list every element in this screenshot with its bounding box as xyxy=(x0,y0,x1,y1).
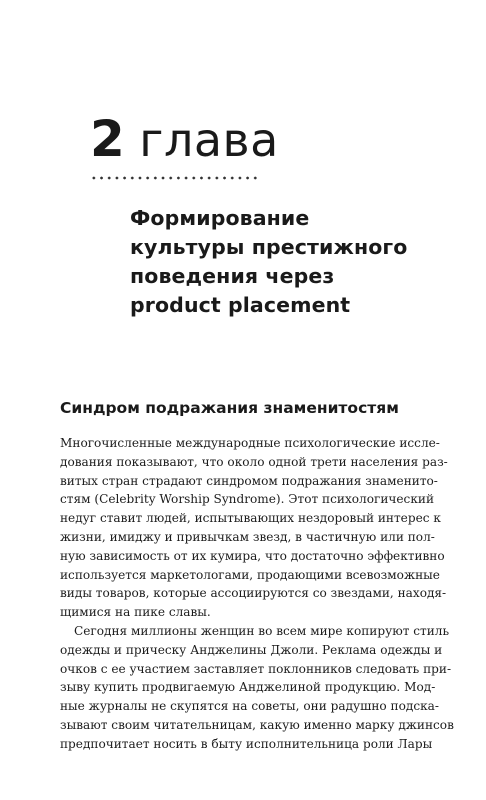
text-line: стям (Celebrity Worship Syndrome). Этот психологический xyxy=(60,492,435,507)
text-line: Сегодня миллионы женщин во всем мире копируют стиль xyxy=(74,623,450,638)
chapter-word: глава xyxy=(139,113,279,167)
chapter-title-line: поведения через xyxy=(130,264,335,288)
chapter-number: 2 xyxy=(90,110,126,168)
section-title: Синдром подражания знаменитостям xyxy=(60,399,399,417)
text-line: ные журналы не скупятся на советы, они радушно подска- xyxy=(60,699,439,714)
body-text xyxy=(60,434,454,754)
text-line: виды товаров, которые ассоциируются со звездами, находя- xyxy=(60,586,447,601)
text-line: щимися на пике славы. xyxy=(60,605,211,620)
text-line: витых стран страдают синдромом подражания знаменито- xyxy=(60,473,438,488)
text-line: зыву купить продвигаемую Анджелиной продукцию. Мод- xyxy=(60,680,436,695)
text-line: используется маркетологами, продающими всевозможные xyxy=(60,567,440,582)
chapter-title-line: Формирование xyxy=(130,206,310,230)
text-line: жизни, имиджу и привычкам звезд, в частичную или пол- xyxy=(60,529,435,544)
dotted-divider xyxy=(90,176,260,180)
text-line: недуг ставит людей, испытывающих нездоровый интерес к xyxy=(60,511,441,526)
text-line: Многочисленные международные психологические иссле- xyxy=(60,436,440,450)
chapter-title xyxy=(130,204,460,320)
paragraph xyxy=(60,622,454,754)
text-line: одежды и прическу Анджелины Джоли. Реклама одежды и xyxy=(60,642,443,657)
text-line: предпочитает носить в быту исполнительница роли Лары xyxy=(60,736,433,751)
text-line: ную зависимость от их кумира, что достаточно эффективно xyxy=(60,548,445,563)
chapter-title-line: культуры престижного xyxy=(130,235,408,259)
text-line: дования показывают, что около одной трети населения раз- xyxy=(60,454,448,469)
text-line: зывают своим читательницам, какую именно марку джинсов xyxy=(60,717,454,732)
text-line: очков с ее участием заставляет поклонников следовать при- xyxy=(60,661,452,676)
paragraph xyxy=(60,434,448,622)
chapter-heading xyxy=(90,110,279,168)
chapter-title-line: product placement xyxy=(130,293,351,317)
